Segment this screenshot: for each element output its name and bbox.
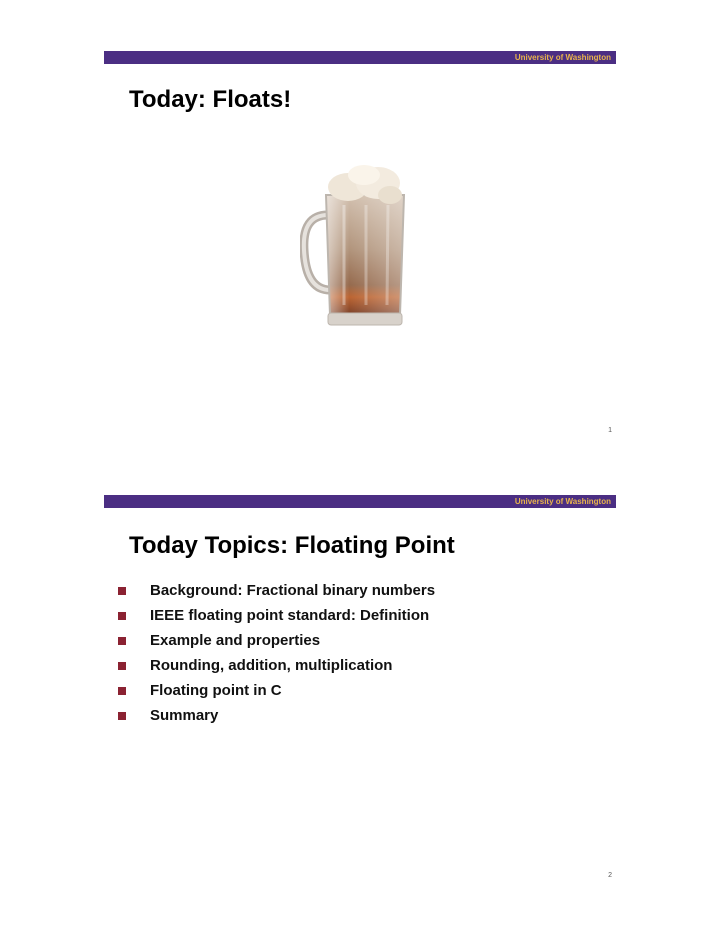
bullet-square-icon [118,662,126,670]
bullet-square-icon [118,687,126,695]
list-item: Floating point in C [112,678,435,703]
header-bar [104,495,616,508]
root-beer-float-mug-icon [300,165,420,335]
list-item: Background: Fractional binary numbers [112,578,435,603]
page-title: Today: Floats! [129,86,292,113]
bullet-square-icon [118,612,126,620]
header-institution: University of Washington [514,53,611,62]
list-item: Rounding, addition, multiplication [112,653,435,678]
list-item: Example and properties [112,628,435,653]
list-item: IEEE floating point standard: Definition [112,603,435,628]
list-item: Summary [112,703,435,728]
slide-1 [0,0,720,450]
bullet-square-icon [118,712,126,720]
header-institution: University of Washington [514,497,611,506]
header-bar [104,51,616,64]
page-number: 2 [608,872,612,879]
page-number: 1 [608,427,612,434]
page-title: Today Topics: Floating Point [129,532,455,559]
bullet-square-icon [118,587,126,595]
bullet-square-icon [118,637,126,645]
topic-list [112,578,435,728]
